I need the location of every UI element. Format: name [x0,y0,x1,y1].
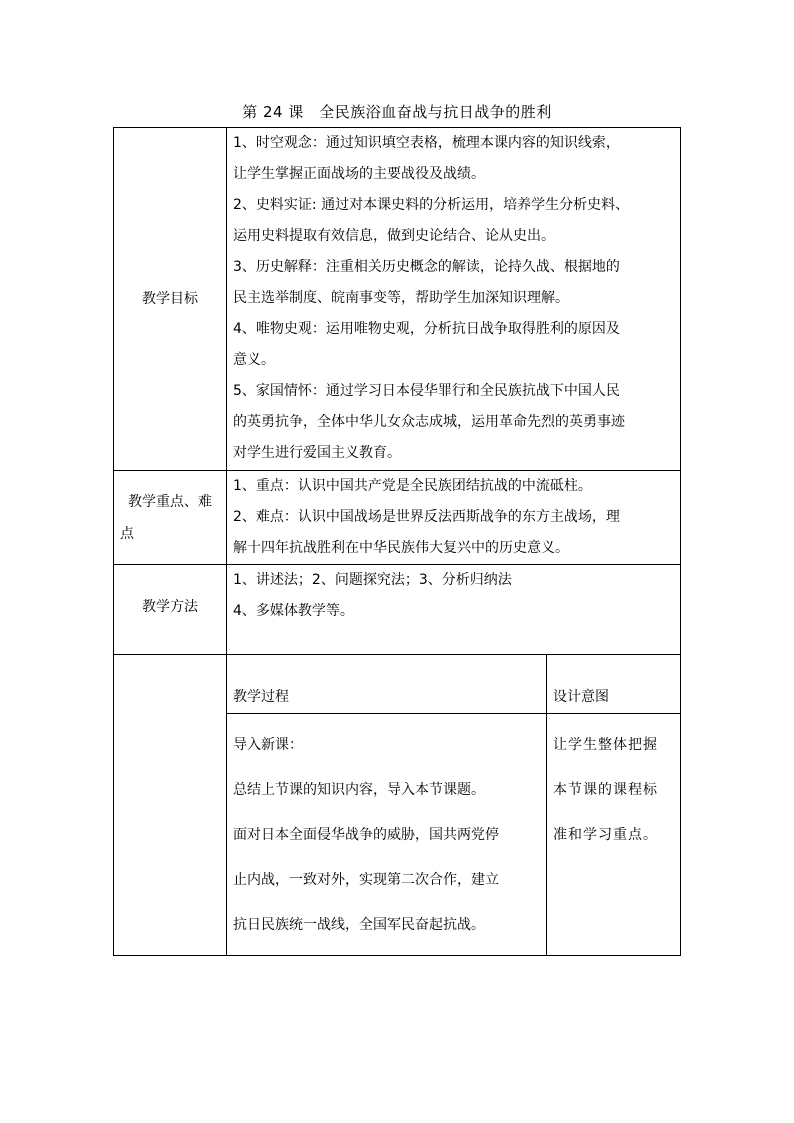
row-key-points [114,471,681,565]
goals-line: 3、历史解释：注重相关历史概念的解读，论持久战、根据地的 [233,259,620,275]
method-label: 教学方法 [114,565,227,655]
process-empty-label [114,655,227,956]
goals-line: 运用史料提取有效信息，做到史论结合、论从史出。 [233,228,555,244]
method-line: 1、讲述法；2、问题探究法；3、分析归纳法 [233,572,512,588]
keys-line: 解十四年抗战胜利在中华民族伟大复兴中的历史意义。 [233,540,569,556]
goals-line: 让学生掌握正面战场的主要战役及战绩。 [233,166,485,182]
goals-line: 对学生进行爱国主义教育。 [233,445,401,461]
goals-line: 民主选举制度、皖南事变等，帮助学生加深知识理解。 [233,290,569,306]
process-line: 面对日本全面侵华战争的威胁，国共两党停 [233,827,499,843]
keys-label [114,471,227,565]
keys-content [227,471,681,565]
goals-line: 5、家国情怀：通过学习日本侵华罪行和全民族抗战下中国人民 [233,383,620,399]
keys-line: 2、难点：认识中国战场是世界反法西斯战争的东方主战场，理 [233,509,620,525]
keys-label-line: 教学重点、难 [128,493,212,510]
goals-line: 的英勇抗争，全体中华儿女众志成城，运用革命先烈的英勇事迹 [233,414,625,430]
intent-line: 本节课的课程标 [553,782,658,798]
goals-content [227,128,681,471]
lesson-plan-table [113,127,681,956]
process-line: 总结上节课的知识内容，导入本节课题。 [233,782,485,798]
keys-line: 1、重点：认识中国共产党是全民族团结抗战的中流砥柱。 [233,478,592,494]
process-header: 教学过程 [227,655,547,714]
keys-label-line: 点 [120,525,134,542]
goals-line: 4、唯物史观：运用唯物史观，分析抗日战争取得胜利的原因及 [233,321,620,337]
intent-header: 设计意图 [547,655,681,714]
process-line: 止内战，一致对外，实现第二次合作，建立 [233,872,499,888]
goals-label: 教学目标 [114,128,227,471]
goals-line: 1、时空观念：通过知识填空表格，梳理本课内容的知识线索， [233,135,620,151]
process-line: 导入新课： [233,737,303,753]
method-content [227,565,681,655]
goals-line: 2、史料实证: 通过对本课史料的分析运用，培养学生分析史料、 [233,197,630,213]
row-process-header [114,655,681,714]
page-title: 第 24 课 全民族浴血奋战与抗日战争的胜利 [242,103,552,121]
process-content [227,714,547,956]
goals-line: 意义。 [233,352,275,368]
method-line: 4、多媒体教学等。 [233,603,354,619]
process-line: 抗日民族统一战线，全国军民奋起抗战。 [233,917,485,933]
intent-line: 准和学习重点。 [553,827,658,843]
intent-line: 让学生整体把握 [553,737,658,753]
row-teaching-method [114,565,681,655]
row-teaching-goals [114,128,681,471]
intent-content [547,714,681,956]
